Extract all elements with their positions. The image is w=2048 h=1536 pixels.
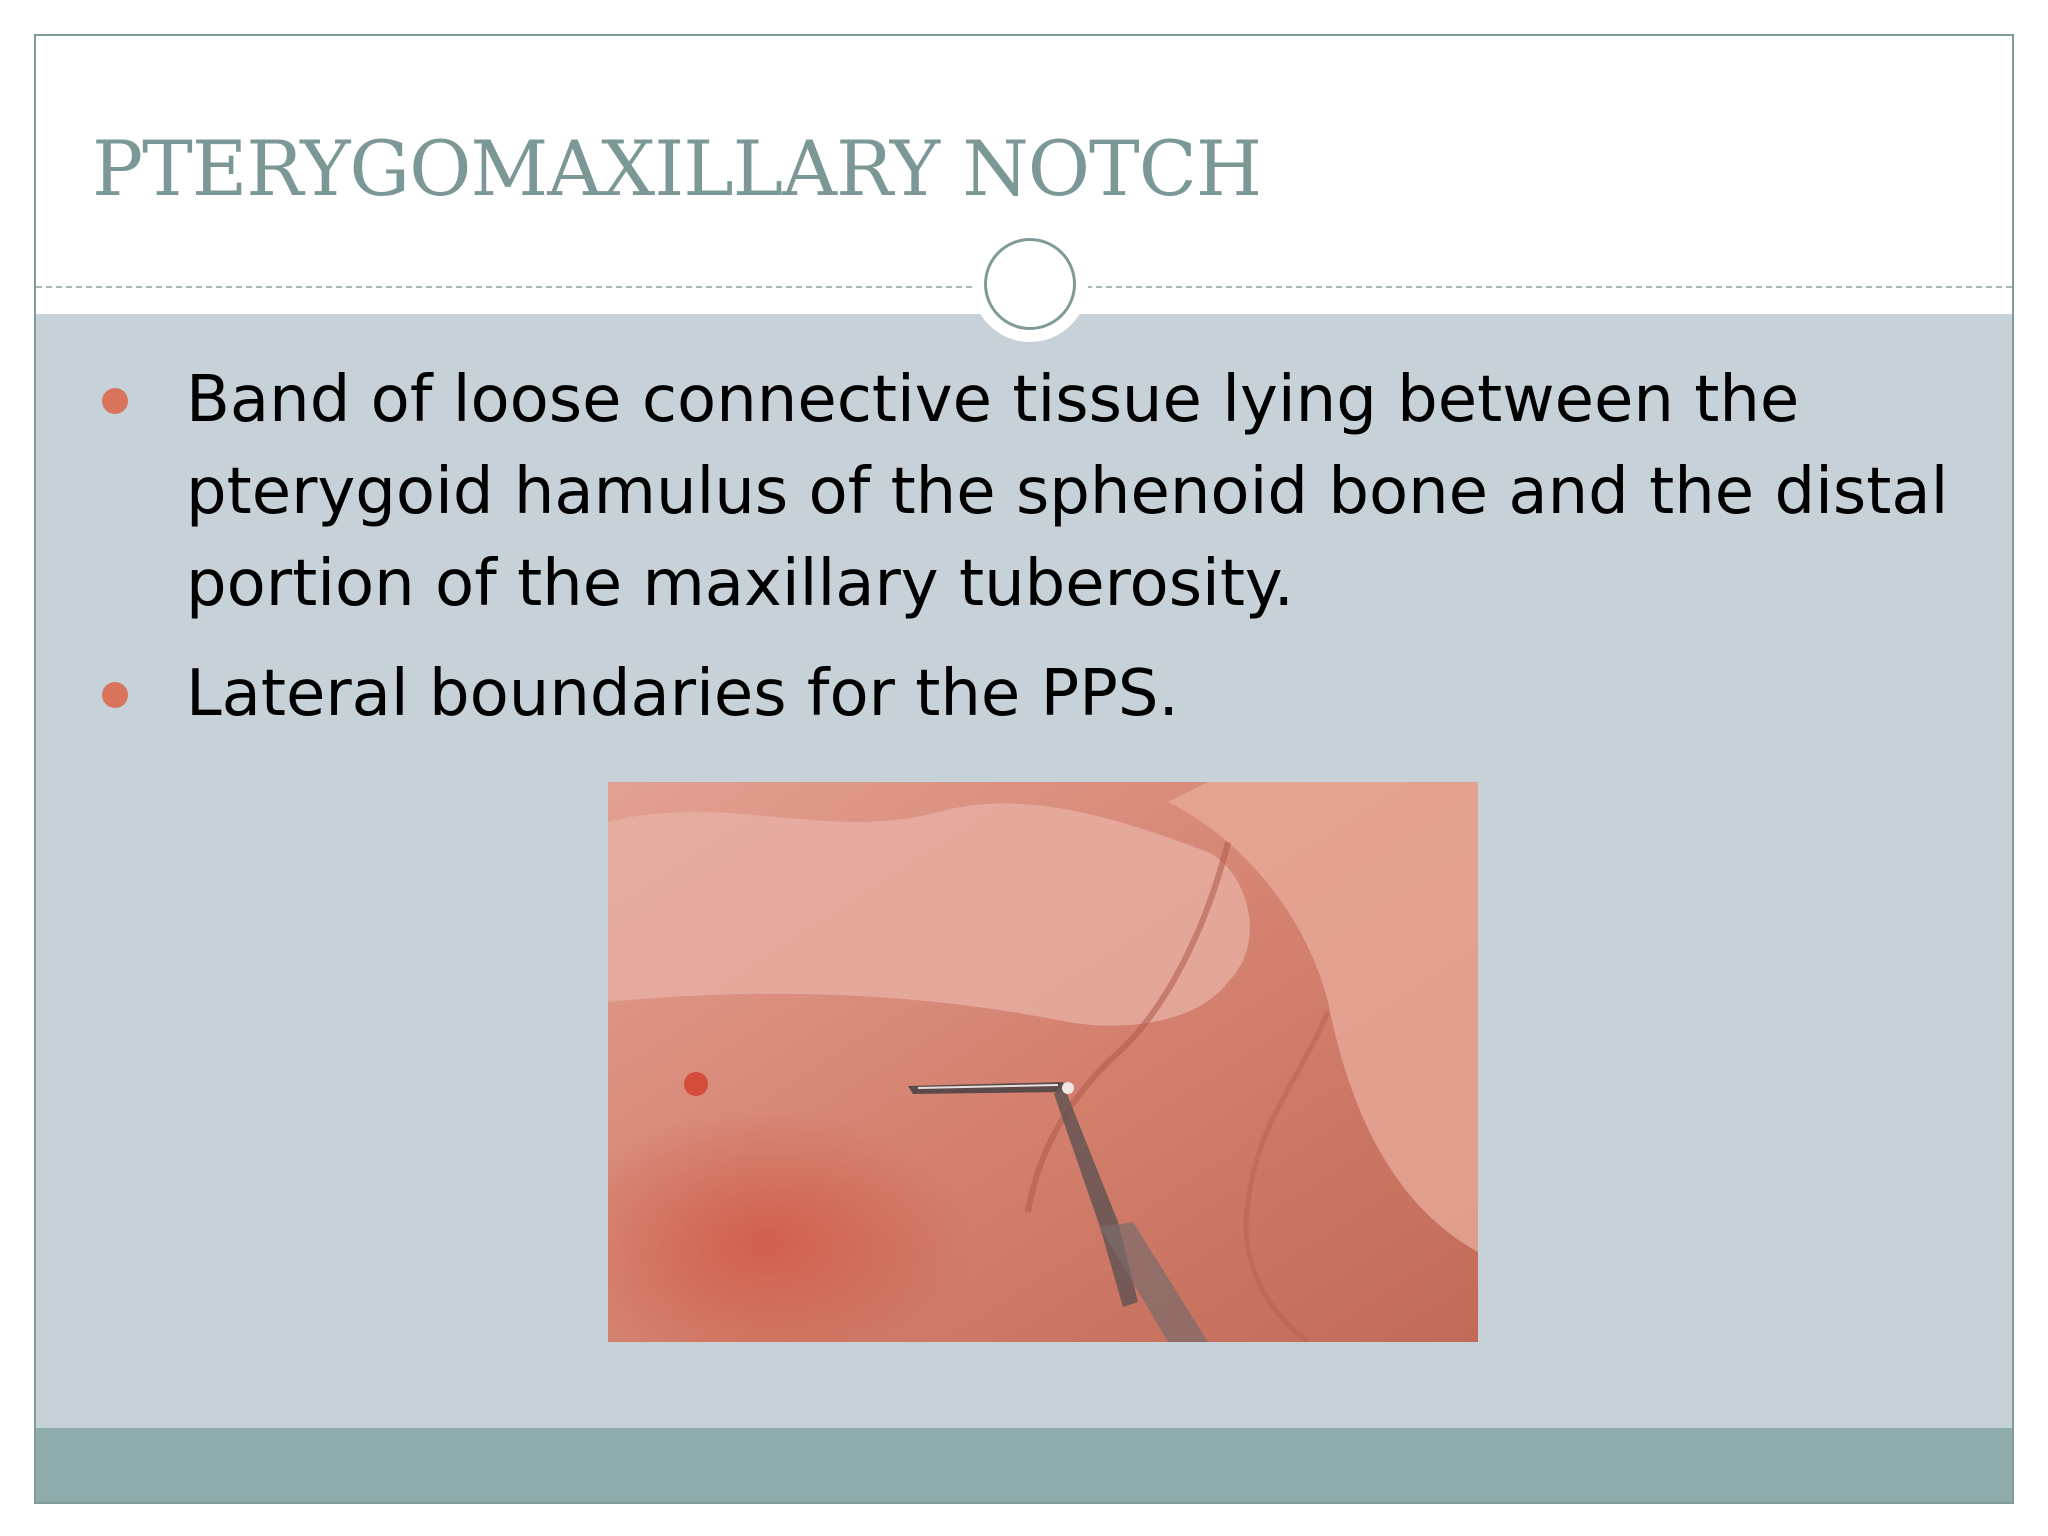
bullet-text: Lateral boundaries for the PPS.: [186, 657, 1179, 731]
intraoral-photo-illustration: [608, 782, 1478, 1342]
intraoral-photo: [608, 782, 1478, 1342]
bullet-item: [94, 354, 1954, 630]
circle-ornament-icon: [972, 226, 1088, 342]
bullet-dot-icon: [102, 388, 128, 414]
footer-band: [36, 1428, 2012, 1502]
ornament-outer-ring: [984, 238, 1076, 330]
bullet-text: Band of loose connective tissue lying between the pterygoid hamulus of the sphenoid bone and the distal portion of the maxillary tuberosity.: [186, 363, 1949, 621]
bullet-item: [94, 648, 1954, 740]
bullet-list: [94, 354, 1954, 758]
slide-title: PTERYGOMAXILLARY NOTCH: [92, 124, 1262, 213]
slide: [34, 34, 2014, 1504]
bullet-dot-icon: [102, 682, 128, 708]
